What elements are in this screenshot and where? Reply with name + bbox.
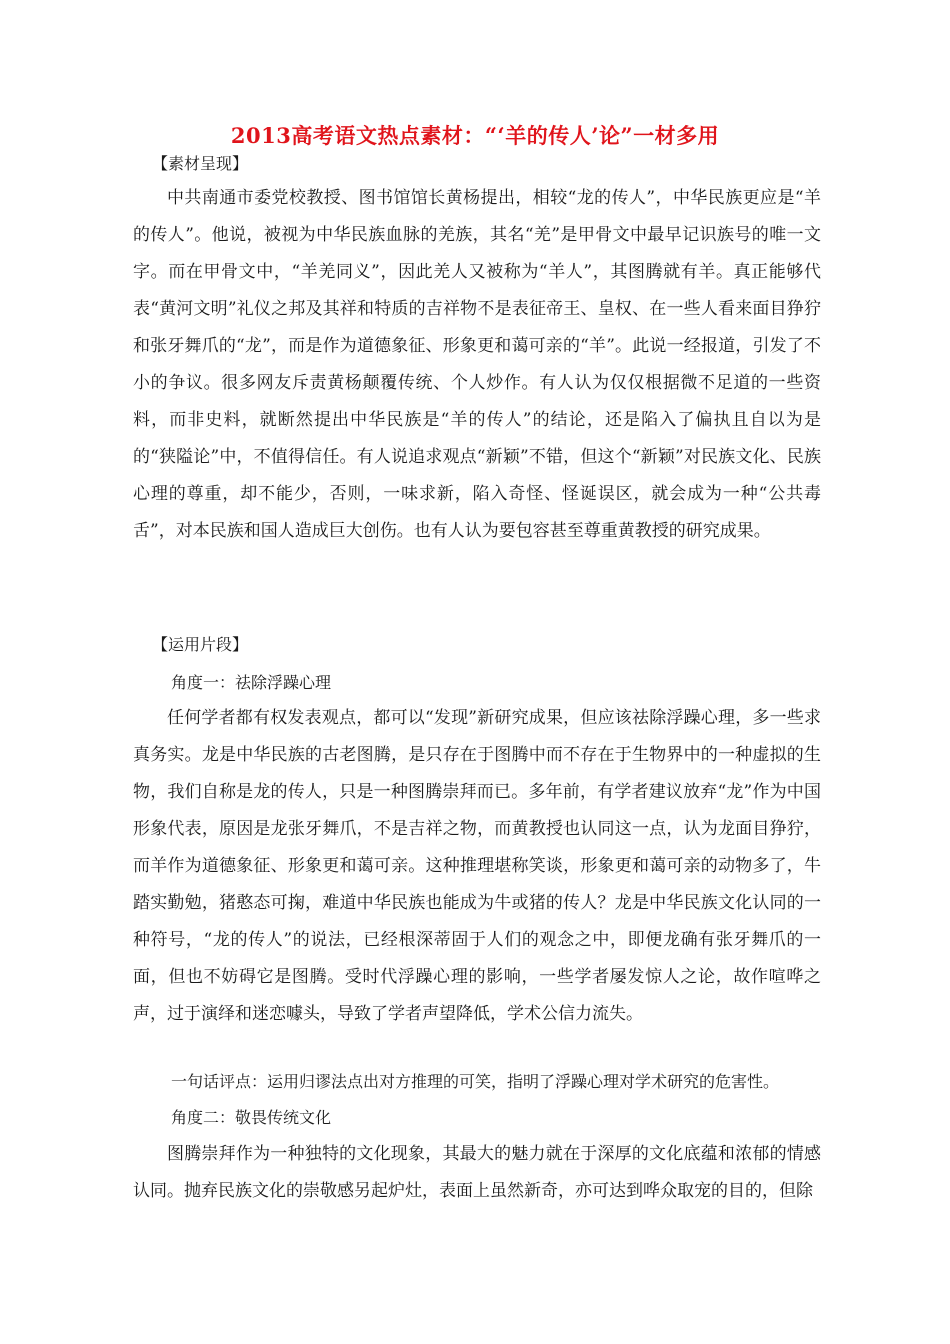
- angle1-paragraph: 任何学者都有权发表观点，都可以“发现”新研究成果，但应该祛除浮躁心理，多一些求真务实。龙是中华民族的古老图腾，是只存在于图腾中而不存在于生物界中的一种虚拟的生物，我们自称是龙的传人，只是一种图腾崇拜而已。多年前，有学者建议放弃“龙”作为中国形象代表，原因是龙张牙舞爪，不是吉祥之物，而黄教授也认同这一点，认为龙面目狰狞，而羊作为道德象征、形象更和蔼可亲。这种推理堪称笑谈，形象更和蔼可亲的动物多了，牛踏实勤勉，猪憨态可掬，难道中华民族也能成为牛或猪的传人？龙是中华民族文化认同的一种符号，“龙的传人”的说法，已经根深蒂固于人们的观念之中，即便龙确有张牙舞爪的一面，但也不妨碍它是图腾。受时代浮躁心理的影响，一些学者屡发惊人之论，故作喧哗之声，过于演绎和迷恋噱头，导致了学者声望降低，学术公信力流失。: [133, 708, 821, 1024]
- angle2-paragraph: 图腾崇拜作为一种独特的文化现象，其最大的魅力就在于深厚的文化底蕴和浓郁的情感认同。抛弃民族文化的崇敬感另起炉灶，表面上虽然新奇，亦可达到哗众取宠的目的，但除: [133, 1144, 821, 1201]
- angle1-comment: 一句话评点：运用归谬法点出对方推理的可笑，指明了浮躁心理对学术研究的危害性。: [171, 1072, 780, 1091]
- section-label-material: 【素材呈现】: [152, 154, 249, 173]
- angle1-heading: 角度一：祛除浮躁心理: [171, 673, 332, 692]
- document-title: 2013高考语文热点素材：“‘羊的传人’论”一材多用: [230, 123, 720, 148]
- angle2-heading: 角度二：敬畏传统文化: [171, 1108, 332, 1127]
- material-paragraph: 中共南通市委党校教授、图书馆馆长黄杨提出，相较“龙的传人”，中华民族更应是“羊的传人”。他说，被视为中华民族血脉的羌族，其名“羌”是甲骨文中最早记识族号的唯一文字。而在甲骨文中，“羊羌同义”，因此羌人又被称为“羊人”，其图腾就有羊。真正能够代表“黄河文明”礼仪之邦及其祥和特质的吉祥物不是表征帝王、皇权、在一些人看来面目狰狞和张牙舞爪的“龙”，而是作为道德象征、形象更和蔼可亲的“羊”。此说一经报道，引发了不小的争议。很多网友斥责黄杨颠覆传统、个人炒作。有人认为仅仅根据微不足道的一些资料，而非史料，就断然提出中华民族是“羊的传人”的结论，还是陷入了偏执且自以为是的“狭隘论”中，不值得信任。有人说追求观点“新颖”不错，但这个“新颖”对民族文化、民族心理的尊重，却不能少，否则，一味求新，陷入奇怪、怪诞误区，就会成为一种“公共毒舌”，对本民族和国人造成巨大创伤。也有人认为要包容甚至尊重黄教授的研究成果。: [133, 188, 821, 541]
- section-label-usage: 【运用片段】: [152, 635, 249, 654]
